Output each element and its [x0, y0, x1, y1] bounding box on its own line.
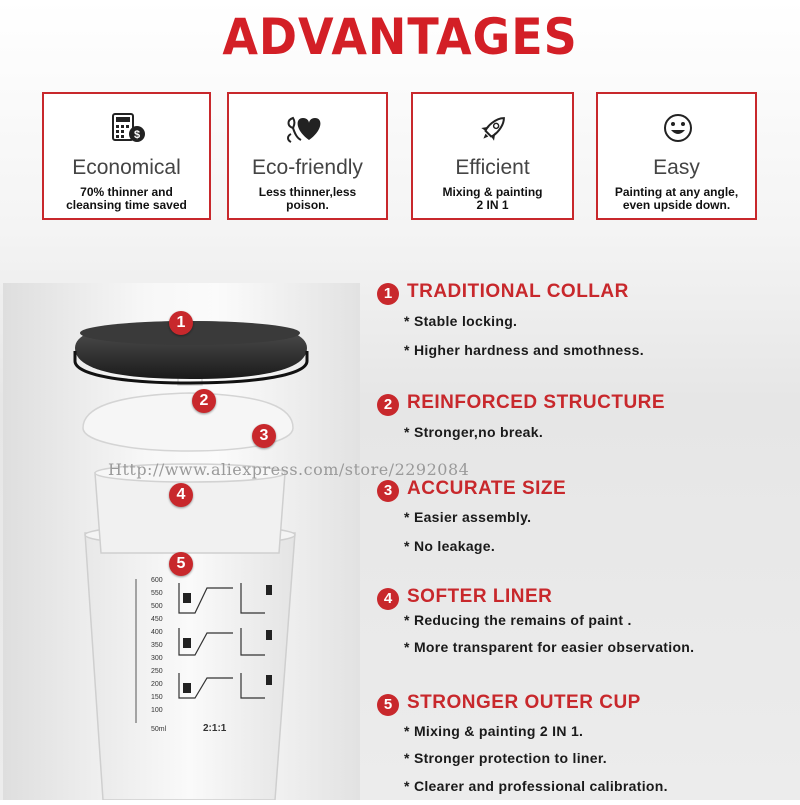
ratio-label: 2:1:1	[203, 723, 227, 734]
svg-text:$: $	[133, 129, 141, 141]
scale-label: 100	[151, 707, 163, 714]
feature-point: * Mixing & painting 2 IN 1.	[404, 723, 584, 739]
scale-label: 200	[151, 681, 163, 688]
watermark-url: Http://www.aliexpress.com/store/2292084	[108, 460, 470, 479]
scale-label: 250	[151, 668, 163, 675]
feature-point: * More transparent for easier observation.	[404, 639, 695, 655]
feature-title: REINFORCED STRUCTURE	[407, 392, 666, 413]
scale-label: 400	[151, 629, 163, 636]
card-description: 70% thinner and cleansing time saved	[66, 185, 187, 212]
feature-title: STRONGER OUTER CUP	[407, 692, 641, 713]
card-economical	[42, 92, 211, 220]
scale-label: 600	[151, 577, 163, 584]
card-efficient	[411, 92, 574, 220]
feature-point: * Stronger protection to liner.	[404, 750, 607, 766]
feature-point: * Reducing the remains of paint .	[404, 612, 632, 628]
callout-marker-3: 3	[252, 424, 276, 448]
feature-number: 2	[377, 394, 399, 416]
feature-1	[377, 281, 797, 371]
feature-point: * No leakage.	[404, 538, 496, 554]
card-easy	[596, 92, 757, 220]
product-photo-panel	[3, 283, 360, 800]
paint-cup-illustration	[3, 283, 360, 800]
callout-marker-5: 5	[169, 552, 193, 576]
feature-point: * Stronger,no break.	[404, 424, 544, 440]
scale-label: 500	[151, 603, 163, 610]
callout-marker-2: 2	[192, 389, 216, 413]
rocket-icon	[413, 112, 572, 144]
card-name: Easy	[653, 156, 700, 179]
card-name: Eco-friendly	[252, 156, 363, 179]
page-title: ADVANTAGES	[222, 8, 578, 66]
feature-title: TRADITIONAL COLLAR	[407, 281, 629, 302]
scale-label: 50ml	[151, 726, 167, 733]
feature-point: * Higher hardness and smothness.	[404, 342, 644, 358]
card-eco-friendly	[227, 92, 388, 220]
feature-point: * Stable locking.	[404, 313, 518, 329]
feature-title: SOFTER LINER	[407, 586, 553, 607]
feature-2	[377, 392, 797, 442]
scale-label: 450	[151, 616, 163, 623]
card-description: Painting at any angle, even upside down.	[614, 185, 739, 212]
callout-marker-4: 4	[169, 483, 193, 507]
callout-marker-1: 1	[169, 311, 193, 335]
feature-number: 4	[377, 588, 399, 610]
card-description: Less thinner,less poison.	[258, 185, 357, 212]
feature-point: * Clearer and professional calibration.	[404, 778, 668, 794]
smiley-icon	[598, 112, 755, 144]
feature-number: 1	[377, 283, 399, 305]
scale-label: 150	[151, 694, 163, 701]
feature-title: ACCURATE SIZE	[407, 478, 567, 499]
card-name: Efficient	[455, 156, 530, 179]
scale-label: 550	[151, 590, 163, 597]
feature-3	[377, 478, 797, 558]
feature-number: 5	[377, 694, 399, 716]
calculator-money-icon	[44, 112, 209, 144]
feature-point: * Easier assembly.	[404, 509, 532, 525]
card-name: Economical	[72, 156, 181, 179]
scale-label: 350	[151, 642, 163, 649]
feature-5	[377, 692, 797, 800]
feature-4	[377, 586, 797, 666]
feature-number: 3	[377, 480, 399, 502]
scale-label: 300	[151, 655, 163, 662]
leaf-heart-icon	[229, 112, 386, 144]
card-description: Mixing & painting 2 IN 1	[442, 185, 543, 212]
